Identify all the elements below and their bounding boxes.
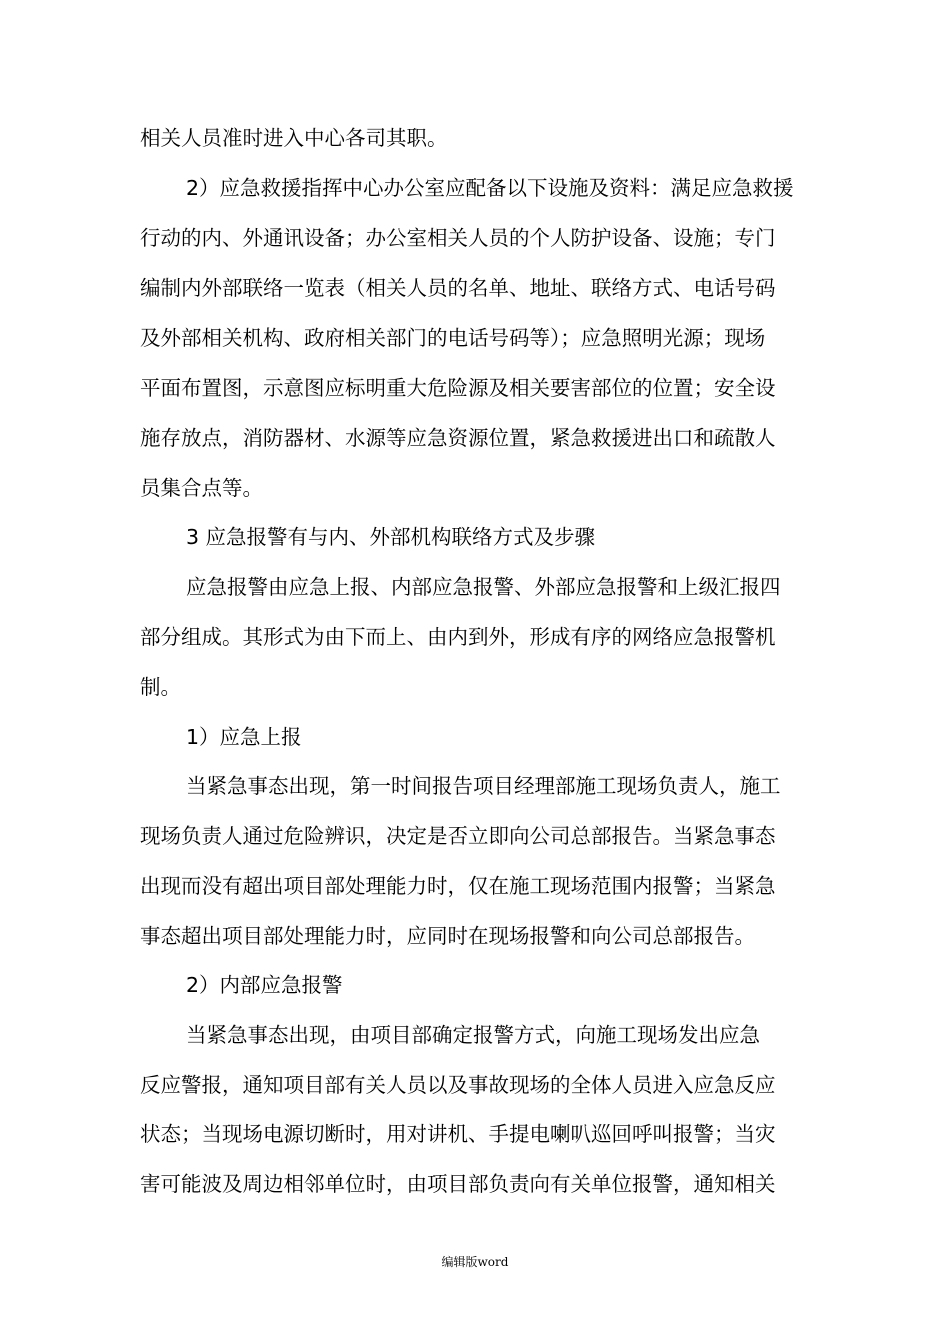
subsection-heading: 2）内部应急报警 — [186, 973, 343, 997]
page-footer: 编辑版word — [441, 1255, 509, 1269]
text-line: 应急报警由应急上报、内部应急报警、外部应急报警和上级汇报四 — [186, 575, 781, 599]
text-line: 状态；当现场电源切断时，用对讲机、手提电喇叭巡回呼叫报警；当灾 — [140, 1122, 776, 1146]
text-line: 当紧急事态出现，第一时间报告项目经理部施工现场负责人，施工 — [186, 774, 781, 798]
text-line: 平面布置图，示意图应标明重大危险源及相关要害部位的位置；安全设 — [140, 376, 776, 400]
text-line: 相关人员准时进入中心各司其职。 — [140, 126, 448, 150]
section-heading: 3 应急报警有与内、外部机构联络方式及步骤 — [186, 525, 596, 549]
text-line: 行动的内、外通讯设备；办公室相关人员的个人防护设备、设施；专门 — [140, 226, 776, 250]
text-line: 害可能波及周边相邻单位时，由项目部负责向有关单位报警，通知相关 — [140, 1172, 776, 1196]
text-line: 当紧急事态出现，由项目部确定报警方式，向施工现场发出应急 — [186, 1023, 760, 1047]
text-line: 2）应急救援指挥中心办公室应配备以下设施及资料：满足应急救援 — [186, 176, 794, 200]
text-line: 编制内外部联络一览表（相关人员的名单、地址、联络方式、电话号码 — [140, 276, 776, 300]
text-line: 出现而没有超出项目部处理能力时，仅在施工现场范围内报警；当紧急 — [140, 874, 776, 898]
text-line: 事态超出项目部处理能力时，应同时在现场报警和向公司总部报告。 — [140, 924, 755, 948]
text-line: 制。 — [140, 675, 181, 699]
subsection-heading: 1）应急上报 — [186, 725, 302, 749]
text-line: 部分组成。其形式为由下而上、由内到外，形成有序的网络应急报警机 — [140, 625, 776, 649]
text-line: 现场负责人通过危险辨识，决定是否立即向公司总部报告。当紧急事态 — [140, 824, 776, 848]
text-line: 施存放点，消防器材、水源等应急资源位置，紧急救援进出口和疏散人 — [140, 426, 776, 450]
text-line: 员集合点等。 — [140, 476, 263, 500]
text-line: 反应警报，通知项目部有关人员以及事故现场的全体人员进入应急反应 — [140, 1073, 776, 1097]
text-line: 及外部相关机构、政府相关部门的电话号码等）；应急照明光源；现场 — [140, 326, 766, 350]
